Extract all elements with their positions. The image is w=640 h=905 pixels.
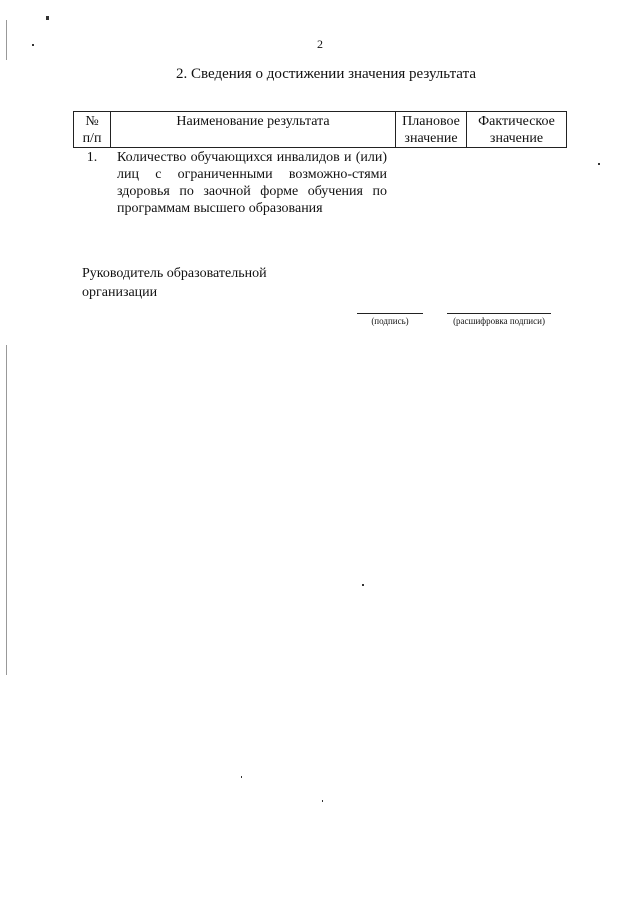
header-plan-line1: Плановое: [402, 114, 460, 129]
section-title: 2. Сведения о достижении значения результата: [176, 66, 476, 82]
header-number: [74, 112, 111, 148]
scan-speck: [598, 163, 600, 165]
results-table: [73, 111, 567, 217]
table-row: [74, 148, 567, 218]
header-name: [111, 112, 396, 148]
header-number-line1: №: [85, 114, 99, 129]
row-plan-value: [396, 148, 467, 218]
row-number: 1.: [86, 150, 98, 165]
header-plan-line2: значение: [404, 131, 458, 146]
row-result-name: Количество обучающихся инвалидов и (или) лиц с ограниченными возможно-стями здоровья по заочной форме обучения по программам высшего образования: [117, 150, 387, 216]
row-fact-value: [467, 148, 567, 218]
header-plan: [396, 112, 467, 148]
decryption-line: [447, 313, 551, 314]
signer-title-line1: Руководитель образовательной: [82, 266, 267, 281]
scan-speck: [322, 800, 323, 802]
signer-title: [82, 264, 267, 302]
signature-line: [357, 313, 423, 314]
page-number: 2: [317, 37, 323, 51]
decryption-caption: (расшифровка подписи): [453, 316, 545, 326]
header-name-text: Наименование результата: [176, 114, 330, 129]
scan-edge-line: [6, 345, 7, 675]
header-fact-line2: значение: [489, 131, 544, 146]
signature-caption: (подпись): [371, 316, 409, 326]
header-fact: [467, 112, 567, 148]
signer-title-line2: организации: [82, 285, 158, 300]
scan-speck: [46, 16, 49, 20]
scan-speck: [362, 584, 364, 586]
table-header-row: [74, 112, 567, 148]
header-number-line2: п/п: [82, 131, 102, 146]
header-fact-line1: Фактическое: [478, 114, 555, 129]
scan-speck: [241, 776, 242, 778]
